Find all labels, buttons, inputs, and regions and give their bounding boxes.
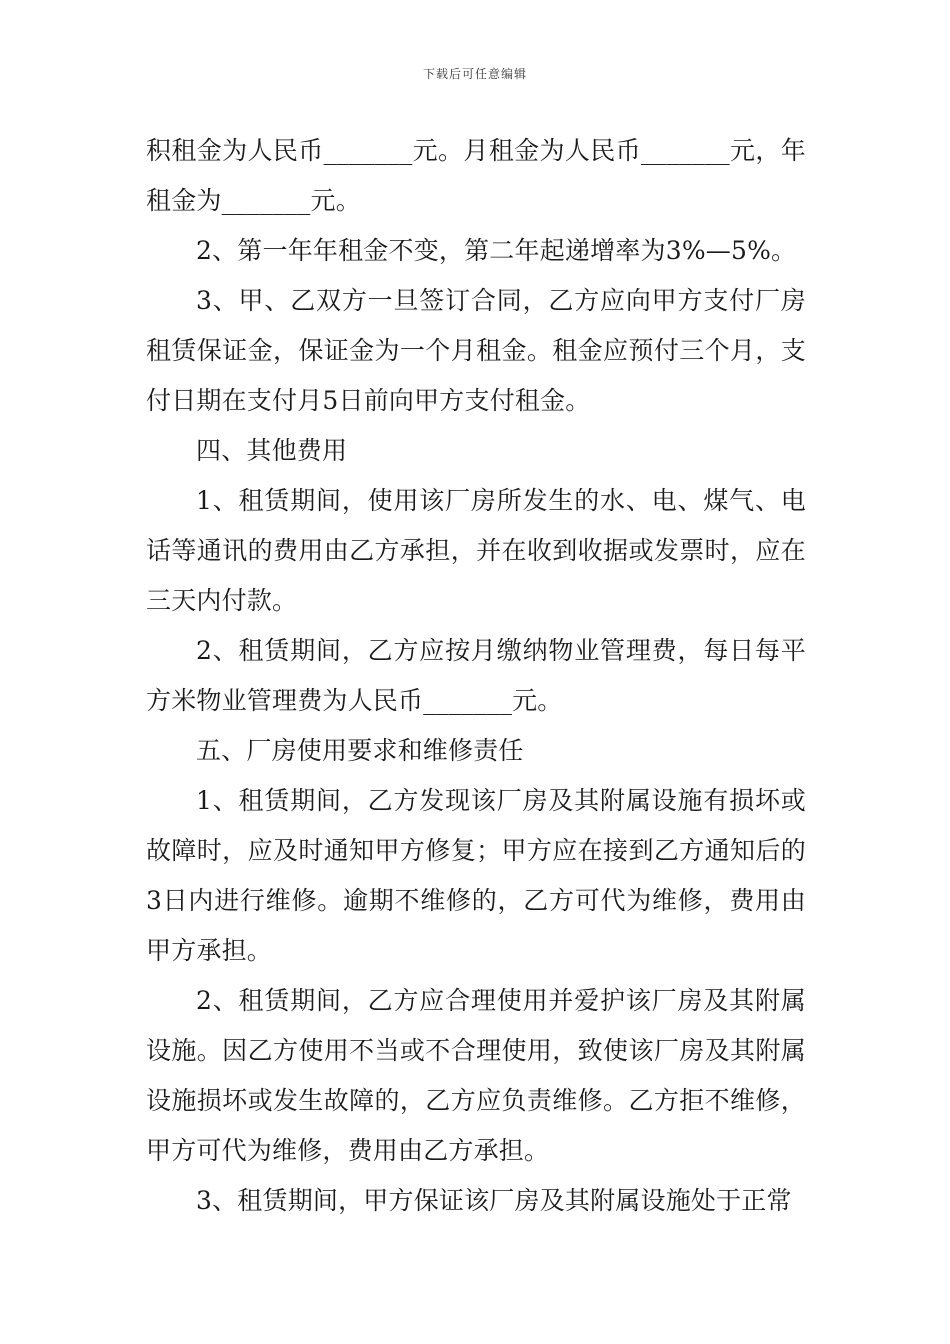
- page-header-note: 下载后可任意编辑: [422, 67, 527, 81]
- paragraph-landlord-guarantee: 3、租赁期间，甲方保证该厂房及其附属设施处于正常: [196, 1186, 792, 1215]
- paragraph-proper-use: 2、租赁期间，乙方应合理使用并爱护该厂房及其附属设施。因乙方使用不当或不合理使用，致使该厂房及其附属设施损坏或发生故障的，乙方应负责维修。乙方拒不维修，甲方可代为维修，费用由乙方承担。: [146, 986, 806, 1165]
- paragraph-deposit: 3、甲、乙双方一旦签订合同，乙方应向甲方支付厂房租赁保证金，保证金为一个月租金。租金应预付三个月，支付日期在支付月5日前向甲方支付租金。: [146, 286, 806, 415]
- paragraph-property-fee: 2、租赁期间，乙方应按月缴纳物业管理费，每日每平方米物业管理费为人民币_______元。: [146, 636, 806, 715]
- paragraph-rent-amounts: 积租金为人民币_______元。月租金为人民币_______元，年租金为_______元。: [146, 136, 806, 215]
- paragraph-rent-increase: 2、第一年年租金不变，第二年起递增率为3%—5%。: [196, 236, 797, 265]
- section-heading-other-fees: 四、其他费用: [196, 436, 348, 465]
- document-body: [146, 126, 806, 1226]
- paragraph-repair-notice: 1、租赁期间，乙方发现该厂房及其附属设施有损坏或故障时，应及时通知甲方修复；甲方应在接到乙方通知后的3日内进行维修。逾期不维修的，乙方可代为维修，费用由甲方承担。: [146, 786, 806, 965]
- paragraph-utilities: 1、租赁期间，使用该厂房所发生的水、电、煤气、电话等通讯的费用由乙方承担，并在收到收据或发票时，应在三天内付款。: [146, 486, 806, 615]
- section-heading-usage-maintenance: 五、厂房使用要求和维修责任: [196, 736, 524, 765]
